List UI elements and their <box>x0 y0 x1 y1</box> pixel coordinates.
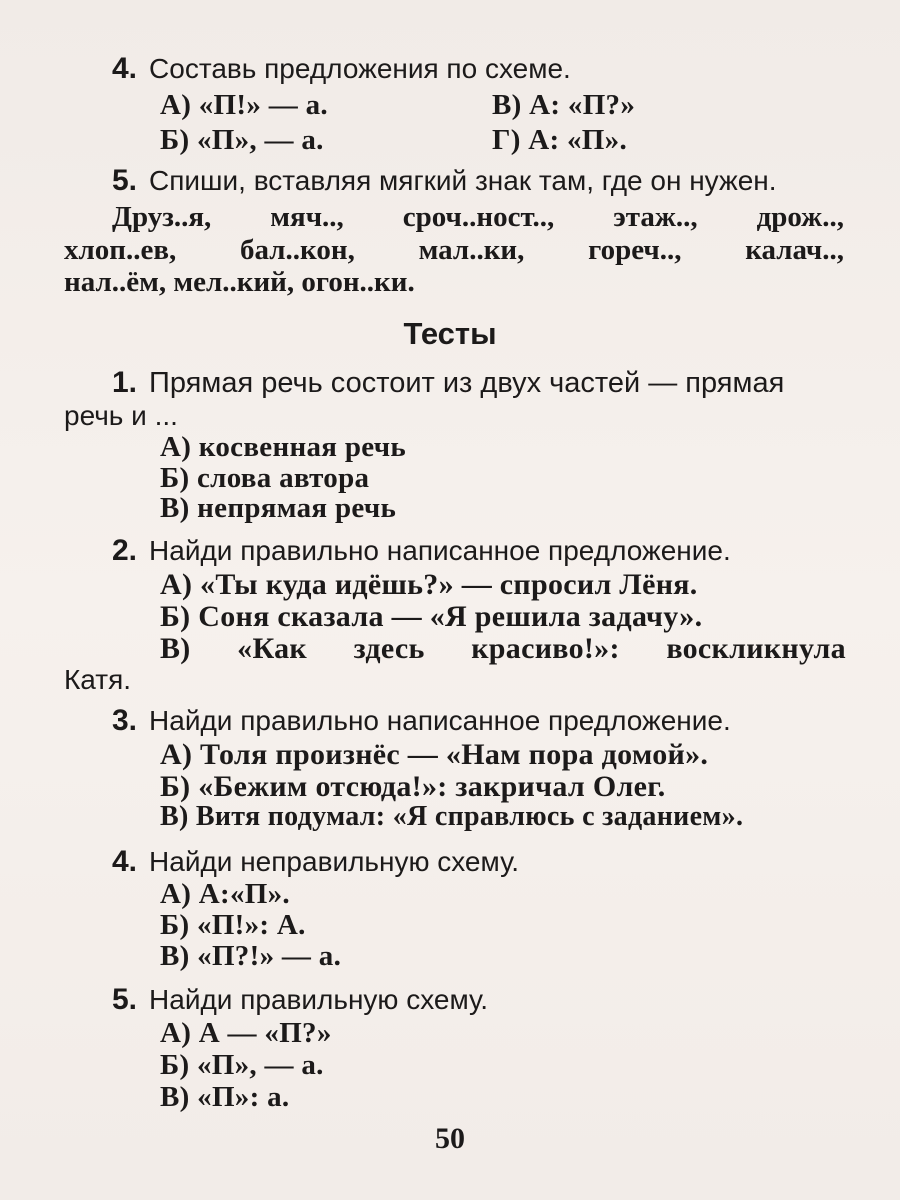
option: В) Витя подумал: «Я справлюсь с заданием». <box>160 801 744 832</box>
exercise-number: 4. <box>112 52 138 85</box>
word: мал..ки, <box>418 234 525 266</box>
test-number: 3. <box>112 704 138 737</box>
word: красиво!»: <box>471 632 620 665</box>
option: В) непрямая речь <box>160 492 397 524</box>
option: А) А — «П?» <box>160 1017 332 1049</box>
test-number: 2. <box>112 534 138 567</box>
test-prompt: Найди правильную схему. <box>149 984 489 1015</box>
test-3-header <box>112 704 731 738</box>
option <box>160 632 846 666</box>
test-2-header <box>112 534 731 568</box>
page-number: 50 <box>435 1122 465 1155</box>
word: Друз..я, <box>112 201 212 233</box>
word: здесь <box>353 632 425 665</box>
option: В) «П?!» — а. <box>160 940 342 972</box>
word: дрож.., <box>756 201 844 233</box>
word: гореч.., <box>588 234 682 266</box>
option: Б) «П», — а. <box>160 124 324 156</box>
word: В) <box>160 632 191 665</box>
option: А) косвенная речь <box>160 431 407 463</box>
test-prompt: Найди правильно написанное предложение. <box>149 535 731 566</box>
test-number: 5. <box>112 983 138 1016</box>
option: Б) Соня сказала — «Я решила задачу». <box>160 600 703 633</box>
section-heading: Тесты <box>403 316 497 351</box>
option: А) «Ты куда идёшь?» — спросил Лёня. <box>160 568 698 601</box>
test-5-header <box>112 983 488 1017</box>
option-continuation: Катя. <box>64 664 132 695</box>
option: А) Толя произнёс — «Нам пора домой». <box>160 738 709 771</box>
option: Г) А: «П». <box>492 124 628 156</box>
word: хлоп..ев, <box>64 234 177 266</box>
test-number: 4. <box>112 845 138 878</box>
option: Б) «Бежим отсюда!»: закричал Олег. <box>160 770 666 803</box>
word: «Как <box>237 632 308 665</box>
exercise-4-header <box>112 52 571 86</box>
exercise-5-header <box>112 164 777 198</box>
word: мяч.., <box>270 201 344 233</box>
test-1-header <box>112 366 784 400</box>
word-line-1 <box>112 201 844 234</box>
option: А) А:«П». <box>160 878 290 910</box>
word: сроч..ност.., <box>402 201 555 233</box>
test-prompt: Найди правильно написанное предложение. <box>149 705 731 736</box>
word-line-2 <box>64 234 844 267</box>
word-line-3: нал..ём, мел..кий, огон..ки. <box>64 266 415 298</box>
option: В) А: «П?» <box>492 89 636 121</box>
option: Б) слова автора <box>160 462 370 494</box>
option: Б) «П», — а. <box>160 1049 324 1081</box>
option: В) «П»: а. <box>160 1081 290 1113</box>
test-4-header <box>112 845 519 879</box>
test-prompt: Прямая речь состоит из двух частей — прямая <box>149 367 785 399</box>
word: воскликнула <box>666 632 846 665</box>
test-number: 1. <box>112 366 138 399</box>
test-prompt: Найди неправильную схему. <box>149 846 520 877</box>
option: А) «П!» — а. <box>160 89 328 121</box>
option: Б) «П!»: А. <box>160 909 306 941</box>
word: калач.., <box>745 234 844 266</box>
exercise-prompt: Спиши, вставляя мягкий знак там, где он нужен. <box>149 165 777 196</box>
word: этаж.., <box>613 201 698 233</box>
test-prompt-continuation: речь и ... <box>64 400 178 431</box>
exercise-number: 5. <box>112 164 138 197</box>
exercise-prompt: Составь предложения по схеме. <box>149 53 571 84</box>
word: бал..кон, <box>240 234 355 266</box>
